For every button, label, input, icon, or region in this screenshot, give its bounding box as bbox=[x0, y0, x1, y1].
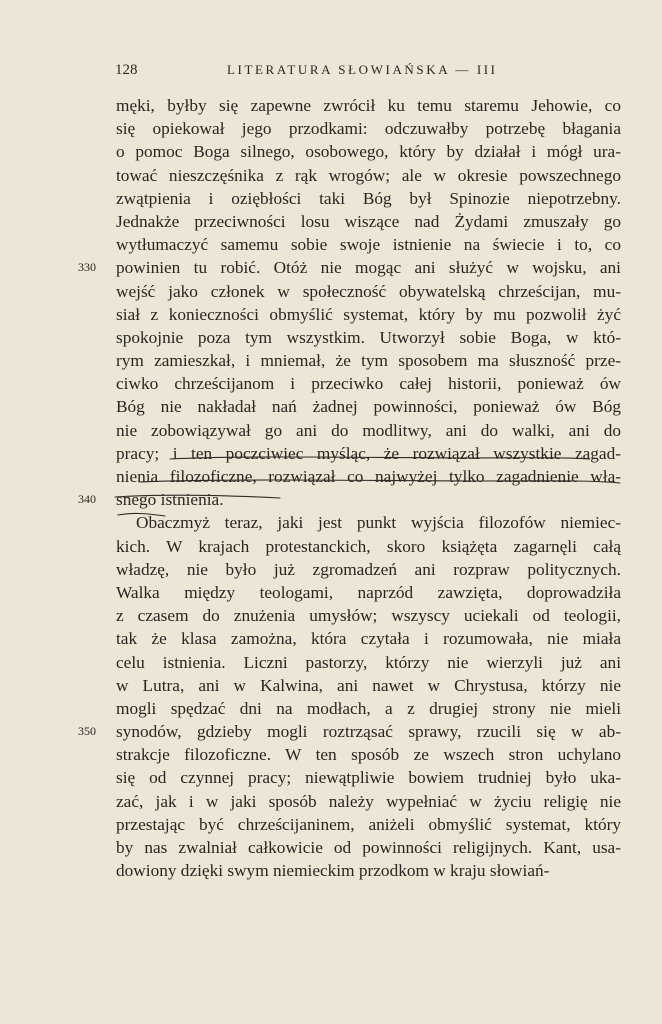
text-line bbox=[116, 859, 621, 882]
running-title: LITERATURA SŁOWIAŃSKA — III bbox=[227, 62, 498, 77]
line-text: o pomoc Boga silnego, osobowego, który by działał i mógł ura- bbox=[116, 142, 621, 162]
line-text: tak że klasa zamożna, która czytała i rozumowała, nie miała bbox=[116, 629, 621, 649]
text-line bbox=[116, 535, 621, 558]
line-text: przestając być chrześcijaninem, aniżeli obmyślić systemat, który bbox=[116, 814, 621, 834]
text-line bbox=[78, 720, 621, 743]
text-line bbox=[116, 790, 621, 813]
line-text: wejść jako członek w społeczność obywatelską chrześcijan, mu- bbox=[116, 281, 621, 301]
text-line bbox=[116, 233, 621, 256]
line-text: nienia filozoficzne, rozwiązał co najwyżej tylko zagadnienie wła- bbox=[116, 467, 621, 486]
text-line bbox=[116, 558, 621, 581]
line-text: mogli spędzać dni na modłach, a z drugiej strony nie mieli bbox=[116, 698, 621, 718]
line-text: synodów, gdzieby mogli roztrząsać sprawy, rzucili się w ab- bbox=[116, 722, 621, 742]
text-line bbox=[116, 836, 621, 859]
line-text: w Lutra, ani w Kalwina, ani nawet w Chrystusa, którzy nie bbox=[116, 675, 621, 695]
line-text: nie zobowiązywał go ani do modlitwy, ani do walki, ani do bbox=[116, 420, 621, 440]
line-text: się opiekował jego przodkami: odczuwałby potrzebę błagania bbox=[116, 119, 621, 139]
text-line bbox=[116, 442, 621, 465]
text-line bbox=[116, 813, 621, 836]
text-line bbox=[116, 164, 621, 187]
line-text: ciwko chrześcijanom i przeciwko całej historii, ponieważ ów bbox=[116, 374, 621, 394]
page-header bbox=[115, 62, 620, 82]
text-line bbox=[116, 117, 621, 140]
body-text bbox=[78, 94, 621, 882]
line-text: celu istnienia. Liczni pastorzy, którzy nie wierzyli już ani bbox=[116, 652, 621, 672]
line-text: Walka między teologami, naprzód zawzięta, doprowadziła bbox=[116, 582, 621, 602]
line-text: wytłumaczyć samemu sobie swoje istnienie na świecie i to, co bbox=[116, 235, 621, 255]
line-text: Obaczmyż teraz, jaki jest punkt wyjścia filozofów niemiec- bbox=[136, 513, 621, 533]
text-line bbox=[116, 766, 621, 789]
text-line bbox=[116, 465, 621, 488]
line-number-marker: 330 bbox=[78, 260, 96, 275]
line-text: Bóg nie nakładał nań żadnej powinności, ponieważ ów Bóg bbox=[116, 397, 621, 417]
line-text: by nas zwalniał całkowicie od powinności religijnych. Kant, usa- bbox=[116, 838, 621, 857]
text-line bbox=[116, 743, 621, 766]
line-text: spokojnie poza tym wszystkim. Utworzył sobie Boga, w któ- bbox=[116, 327, 621, 347]
line-text: dowiony dzięki swym niemieckim przodkom w kraju słowiań- bbox=[116, 861, 550, 881]
line-text: zać, jak i w jaki sposób należy wypełniać w życiu religię nie bbox=[116, 791, 621, 811]
line-text: pracy; i ten poczciwiec myśląc, że rozwiązał wszystkie zagad- bbox=[116, 443, 621, 463]
line-text: Jednakże przeciwności losu wiszące nad Żydami zmuszały go bbox=[116, 211, 621, 231]
text-line bbox=[116, 419, 621, 442]
text-line bbox=[116, 395, 621, 418]
text-line bbox=[116, 674, 621, 697]
line-text: władzę, nie było już zgromadzeń ani rozpraw politycznych. bbox=[116, 559, 621, 579]
line-text: powinien tu robić. Otóż nie mogąc ani służyć w wojsku, ani bbox=[116, 258, 621, 278]
text-line bbox=[116, 349, 621, 372]
line-text: zwątpienia i oziębłości taki Bóg był Spinozie niepotrzebny. bbox=[116, 188, 621, 208]
line-text: tować nieszczęśnika z rąk wrogów; ale w okresie powszechnego bbox=[116, 165, 621, 185]
text-line bbox=[116, 280, 621, 303]
text-line bbox=[116, 326, 621, 349]
text-line bbox=[116, 372, 621, 395]
line-text: z czasem do znużenia umysłów; wszyscy uciekali od teologii, bbox=[116, 606, 621, 626]
text-line bbox=[116, 627, 621, 650]
text-line bbox=[116, 187, 621, 210]
text-line bbox=[116, 303, 621, 326]
line-number-marker: 340 bbox=[78, 492, 96, 507]
line-text: strakcje filozoficzne. W ten sposób ze wszech stron uchylano bbox=[116, 745, 621, 765]
text-line bbox=[78, 256, 621, 279]
text-line bbox=[116, 697, 621, 720]
text-line bbox=[78, 488, 621, 511]
text-line bbox=[116, 604, 621, 627]
line-text: snego istnienia. bbox=[116, 490, 224, 510]
line-text: siał z konieczności obmyślić systemat, który by mu pozwolił żyć bbox=[116, 304, 621, 324]
line-text: się od czynnej pracy; niewątpliwie bowiem trudniej było uka- bbox=[116, 768, 621, 788]
text-line bbox=[116, 140, 621, 163]
text-line bbox=[116, 210, 621, 233]
text-line bbox=[116, 94, 621, 117]
text-line bbox=[116, 511, 621, 534]
text-line bbox=[116, 581, 621, 604]
line-number-marker: 350 bbox=[78, 724, 96, 739]
line-text: męki, byłby się zapewne zwrócił ku temu staremu Jehowie, co bbox=[116, 96, 621, 115]
line-text: kich. W krajach protestanckich, skoro książęta zagarnęli całą bbox=[116, 536, 621, 556]
page-number: 128 bbox=[115, 62, 138, 78]
text-line bbox=[116, 651, 621, 674]
line-text: rym zamieszkał, i mniemał, że tym sposobem ma słuszność prze- bbox=[116, 351, 621, 371]
